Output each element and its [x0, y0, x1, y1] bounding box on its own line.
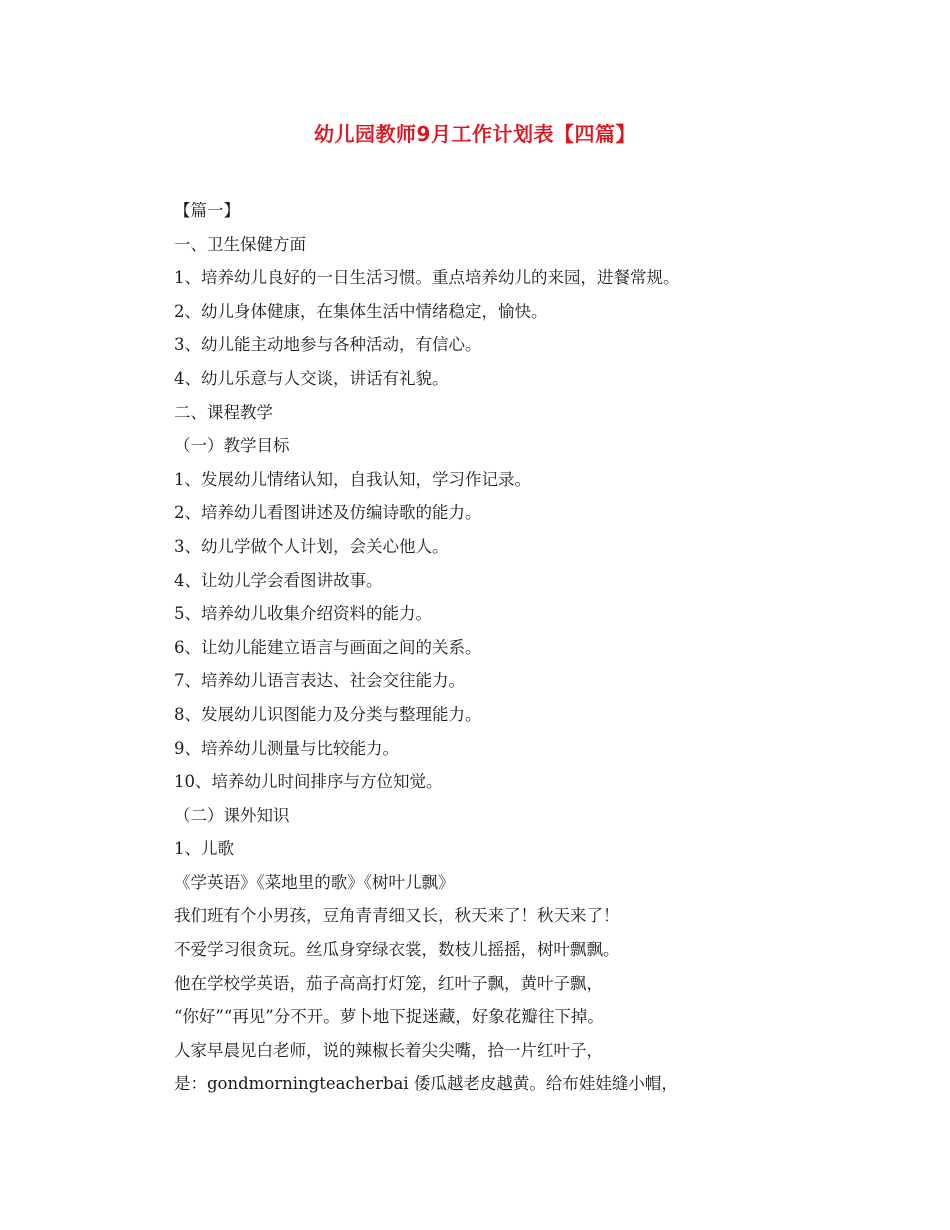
subsection-heading: （二）课外知识 [174, 805, 290, 825]
paragraph-line: 7、培养幼儿语言表达、社会交往能力。 [174, 671, 465, 691]
paragraph-line: 1、培养幼儿良好的一日生活习惯。重点培养幼儿的来园，进餐常规。 [174, 268, 680, 288]
paragraph-line: 《学英语》《菜地里的歌》《树叶儿飘》 [174, 872, 455, 892]
paragraph-line: 我们班有个小男孩，豆角青青细又长，秋天来了！秋天来了！ [174, 906, 620, 926]
paragraph-line: 5、培养幼儿收集介绍资料的能力。 [174, 604, 432, 624]
paragraph-line: 4、幼儿乐意与人交谈，讲话有礼貌。 [174, 368, 449, 388]
paragraph-line: 8、发展幼儿识图能力及分类与整理能力。 [174, 704, 482, 724]
paragraph-line: 10、培养幼儿时间排序与方位知觉。 [174, 772, 443, 792]
paragraph-line: 是：gondmorningteacherbai 倭瓜越老皮越黄。给布娃娃缝小帽， [174, 1074, 678, 1094]
paragraph-line: 2、幼儿身体健康，在集体生活中情绪稳定，愉快。 [174, 301, 548, 321]
paragraph-line: “你好”“再见”分不开。萝卜地下捉迷藏，好象花瓣往下掉。 [174, 1007, 604, 1027]
document-body [174, 194, 874, 1101]
paragraph-line: 不爱学习很贪玩。丝瓜身穿绿衣裳，数枝儿摇摇，树叶飘飘。 [174, 940, 620, 960]
paragraph-line: 2、培养幼儿看图讲述及仿编诗歌的能力。 [174, 503, 482, 523]
paragraph-line: 6、让幼儿能建立语言与画面之间的关系。 [174, 637, 482, 657]
paragraph-line: 1、发展幼儿情绪认知，自我认知，学习作记录。 [174, 469, 531, 489]
subsection-heading: 一、卫生保健方面 [174, 234, 306, 254]
paragraph-line: 9、培养幼儿测量与比较能力。 [174, 738, 399, 758]
document-title: 幼儿园教师9月工作计划表【四篇】 [314, 122, 636, 146]
paragraph-line: 3、幼儿学做个人计划，会关心他人。 [174, 536, 449, 556]
paragraph-line: 3、幼儿能主动地参与各种活动，有信心。 [174, 335, 482, 355]
section-heading: 【篇一】 [174, 201, 240, 220]
subsection-heading: （一）教学目标 [174, 436, 290, 456]
paragraph-line: 4、让幼儿学会看图讲故事。 [174, 570, 383, 590]
subsection-heading: 二、课程教学 [174, 402, 273, 422]
paragraph-line: 1、儿歌 [174, 839, 234, 859]
paragraph-line: 他在学校学英语，茄子高高打灯笼，红叶子飘，黄叶子飘， [174, 973, 603, 993]
paragraph-line: 人家早晨见白老师，说的辣椒长着尖尖嘴，拾一片红叶子， [174, 1040, 603, 1060]
